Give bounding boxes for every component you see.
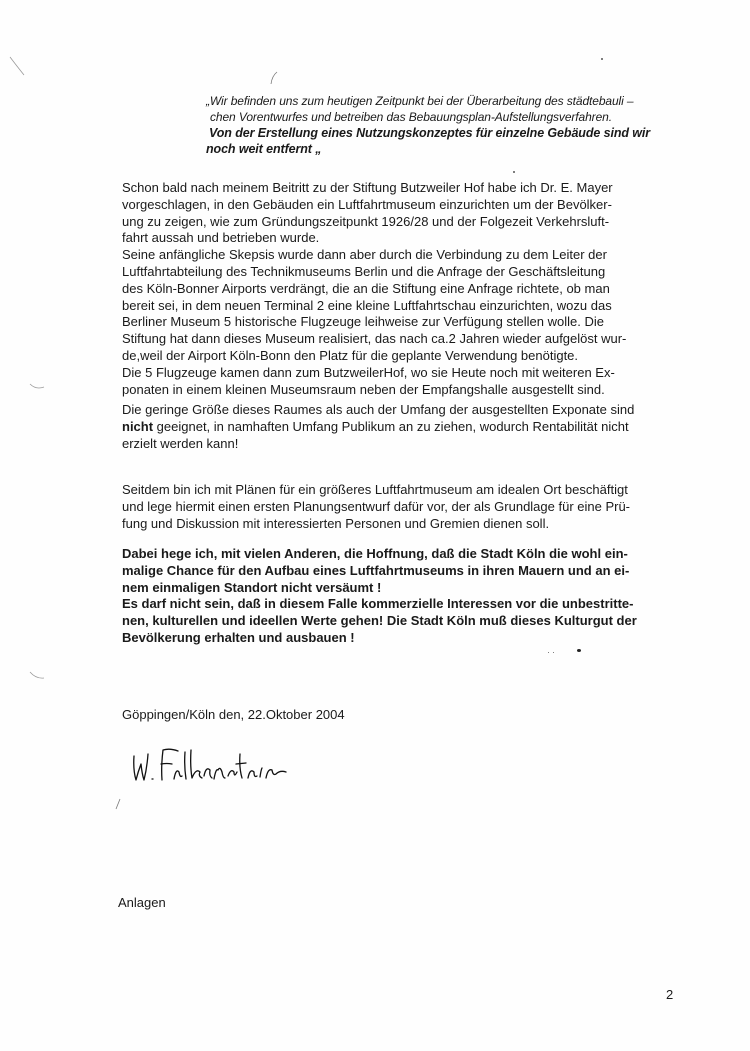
quote-line: „Wir befinden uns zum heutigen Zeitpunkt bei der Überarbeitung des städtebauli – bbox=[206, 94, 634, 108]
pen-mark-top bbox=[268, 70, 280, 86]
text-line: ung zu zeigen, wie zum Gründungszeitpunkt 1926/28 und der Folgezeit Verkehrsluft- bbox=[122, 213, 610, 229]
text-line: Seitdem bin ich mit Plänen für ein größeres Luftfahrtmuseum am idealen Ort beschäftigt bbox=[122, 482, 628, 497]
text-line: Es darf nicht sein, daß in diesem Falle kommerzielle Interessen vor die unbestritte- bbox=[122, 596, 634, 612]
text-line: Dabei hege ich, mit vielen Anderen, die Hoffnung, daß die Stadt Köln die wohl ein- bbox=[122, 546, 628, 561]
scan-speck bbox=[548, 652, 549, 653]
text-line: des Köln-Bonner Airports verdrängt, die an die Stiftung eine Anfrage richtete, ob man bbox=[122, 280, 610, 296]
text-line: malige Chance für den Aufbau eines Luftfahrtmuseums in ihren Mauern und an ei- bbox=[122, 562, 630, 578]
paragraph-museum-history bbox=[122, 180, 682, 398]
text-line: ponaten in einem kleinen Museumsraum neben der Empfangshalle ausgestellt sind. bbox=[122, 381, 605, 397]
text-line: nen, kulturellen und ideellen Werte gehen! Die Stadt Köln muß dieses Kulturgut der bbox=[122, 613, 637, 629]
quote-line: chen Vorentwurfes und betreiben das Bebauungsplan-Aufstellungsverfahren. bbox=[210, 110, 612, 124]
page-number: 2 bbox=[666, 987, 674, 1002]
text-line: und lege hiermit einen ersten Planungsentwurf dafür vor, der als Grundlage für eine Prü- bbox=[122, 498, 631, 514]
text-line: Berliner Museum 5 historische Flugzeuge leihweise zur Verfügung stellen wolle. Die bbox=[122, 314, 604, 330]
scan-mark-left-middle bbox=[28, 378, 46, 392]
text-line: vorgeschlagen, in den Gebäuden ein Luftfahrtmuseum einzurichten um der Bevölker- bbox=[122, 196, 612, 212]
text-line: Bevölkerung erhalten und ausbauen ! bbox=[122, 629, 355, 645]
emphasis-nicht: nicht bbox=[122, 418, 154, 434]
scan-speck bbox=[577, 649, 581, 652]
scan-speck bbox=[553, 652, 554, 653]
text-line: fahrt aussah und betrieben wurde. bbox=[122, 230, 320, 246]
text-run: geeignet, in namhaften Umfang Publikum an zu ziehen, wodurch Rentabilität nicht bbox=[153, 418, 629, 434]
text-line: Die geringe Größe dieses Raumes als auch der Umfang der ausgestellten Exponate sind bbox=[122, 402, 635, 417]
paragraph-appeal bbox=[122, 546, 682, 647]
paragraph-plans bbox=[122, 482, 682, 532]
text-line: bereit sei, in dem neuen Terminal 2 eine kleine Luftfahrtschau einzurichten, wozu das bbox=[122, 297, 612, 313]
enclosures-label: Anlagen bbox=[118, 895, 166, 910]
scan-speck bbox=[513, 171, 515, 173]
text-line bbox=[122, 419, 682, 436]
place-date: Göppingen/Köln den, 22.Oktober 2004 bbox=[122, 707, 345, 722]
pen-mark-left bbox=[114, 798, 122, 810]
quote-line-bold: Von der Erstellung eines Nutzungskonzeptes für einzelne Gebäude sind wir bbox=[209, 126, 651, 140]
text-line: fung und Diskussion mit interessierten Personen und Gremien dienen soll. bbox=[122, 515, 550, 531]
text-line: de,weil der Airport Köln-Bonn den Platz für die geplante Verwendung benötigte. bbox=[122, 347, 579, 363]
text-line: Seine anfängliche Skepsis wurde dann aber durch die Verbindung zu dem Leiter der bbox=[122, 247, 607, 263]
scan-mark-left-lower bbox=[28, 668, 46, 682]
scan-mark-top-left bbox=[8, 55, 28, 77]
text-line: Luftfahrtabteilung des Technikmuseums Berlin und die Anfrage der Geschäftsleitung bbox=[122, 263, 606, 279]
text-line: nem einmaligen Standort nicht versäumt ! bbox=[122, 579, 382, 595]
quote-line-bold: noch weit entfernt „ bbox=[206, 142, 322, 156]
handwritten-signature bbox=[130, 742, 300, 787]
text-line: Stiftung hat dann dieses Museum realisiert, das nach ca.2 Jahren wieder aufgelöst wur- bbox=[122, 331, 627, 347]
text-line: Schon bald nach meinem Beitritt zu der Stiftung Butzweiler Hof habe ich Dr. E. Mayer bbox=[122, 180, 613, 195]
paragraph-room-size bbox=[122, 402, 682, 452]
quotation-block bbox=[206, 93, 676, 157]
text-line: erzielt werden kann! bbox=[122, 435, 239, 451]
scan-speck bbox=[601, 58, 603, 60]
text-line: Die 5 Flugzeuge kamen dann zum ButzweilerHof, wo sie Heute noch mit weiteren Ex- bbox=[122, 364, 615, 380]
